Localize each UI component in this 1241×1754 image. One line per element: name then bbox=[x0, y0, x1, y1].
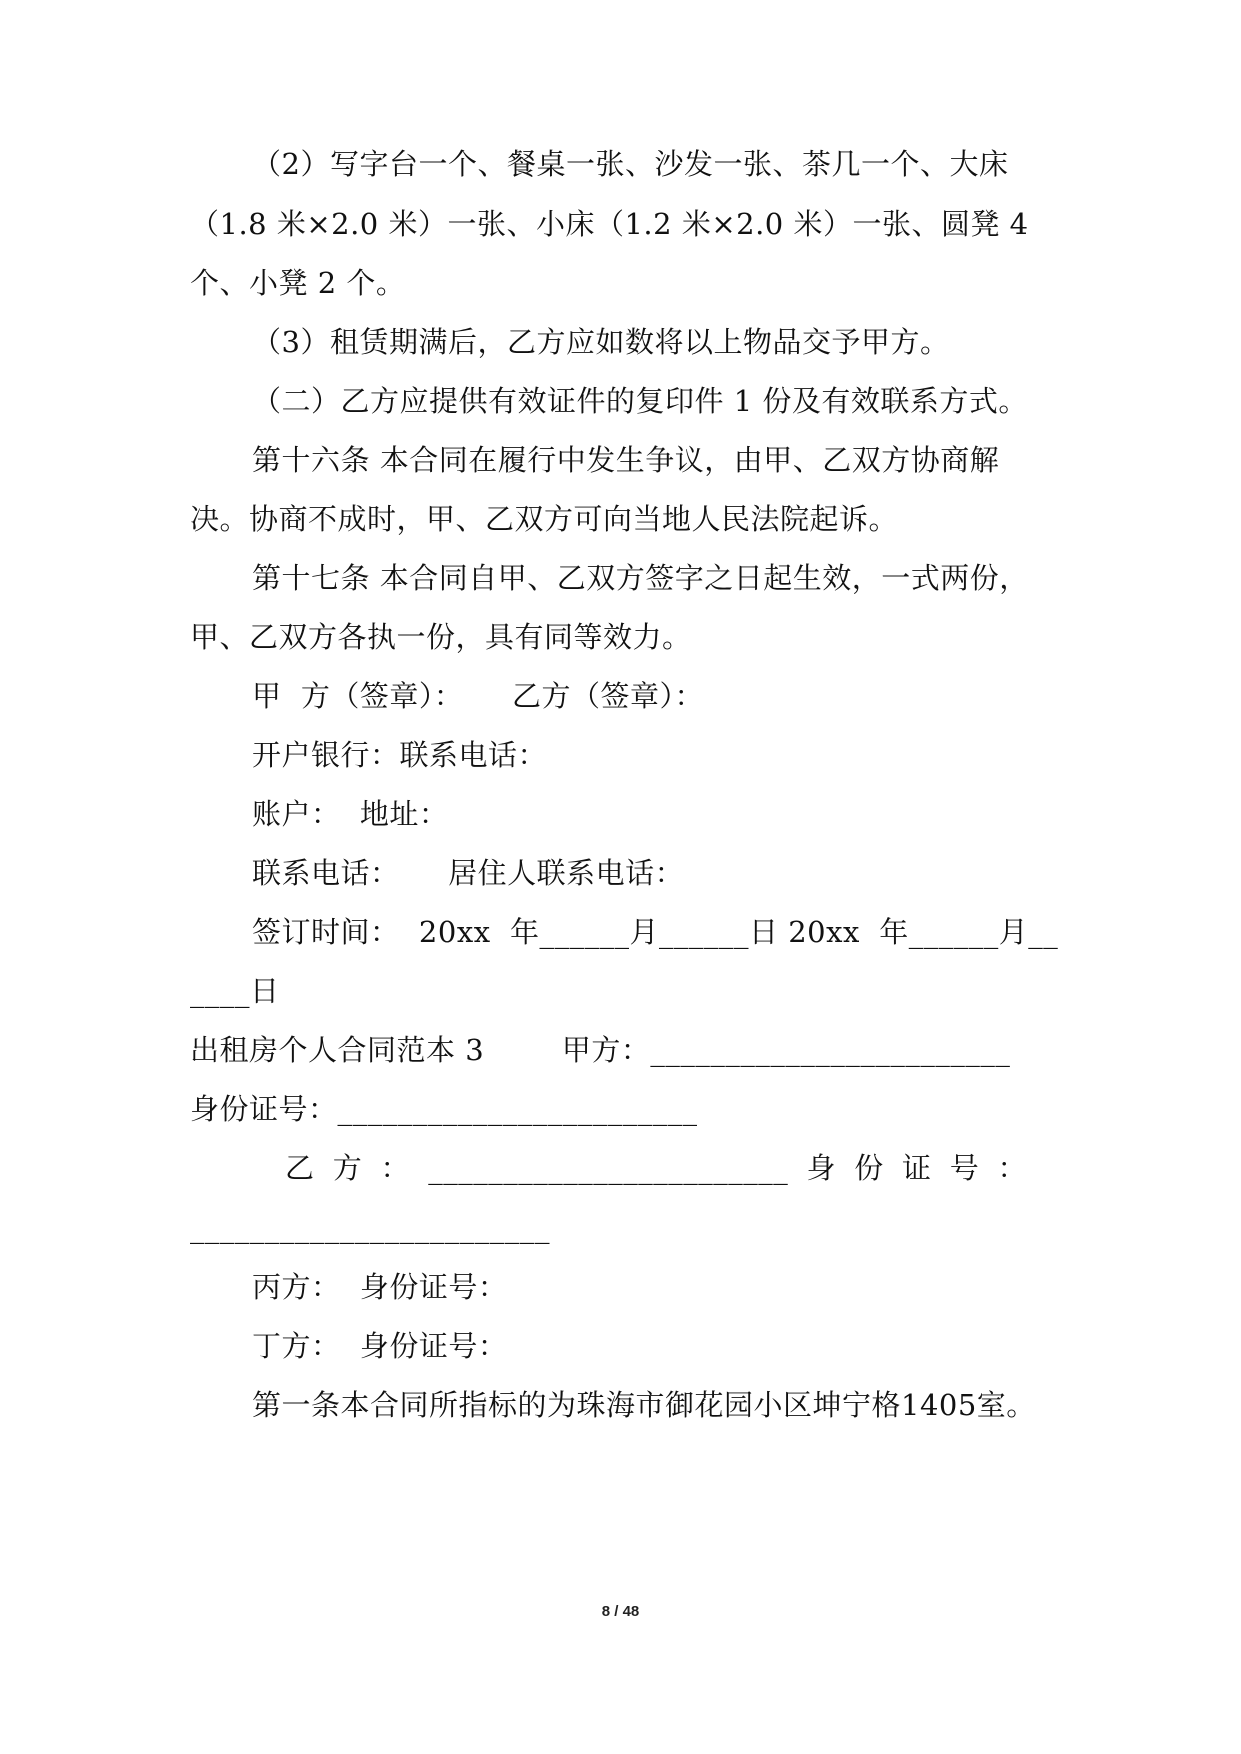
signature-line-account: 账户： 地址： bbox=[252, 797, 449, 831]
text-line-article-17-2: 甲、乙双方各执一份，具有同等效力。 bbox=[190, 620, 692, 654]
text-line-article-16-2: 决。协商不成时，甲、乙双方可向当地人民法院起诉。 bbox=[190, 502, 899, 536]
text-line-furniture-3: 个、小凳 2 个。 bbox=[190, 266, 406, 300]
party-b-id-char: 号 bbox=[949, 1151, 980, 1185]
party-a-id-line: 身份证号：________________________ bbox=[190, 1092, 698, 1126]
party-b-label-char: ： bbox=[380, 1151, 411, 1185]
text-line-article-17-1: 第十七条 本合同自甲、乙双方签字之日起生效，一式两份， bbox=[252, 561, 1029, 595]
signature-line-date-1: 签订时间： 20xx 年______月______日 20xx 年______月__ bbox=[252, 915, 1059, 949]
text-line-article-16-1: 第十六条 本合同在履行中发生争议，由甲、乙双方协商解 bbox=[252, 443, 1000, 477]
party-b-line bbox=[285, 1148, 1027, 1188]
text-line-furniture-1: （2）写字台一个、餐桌一张、沙发一张、茶几一个、大床 bbox=[252, 147, 1009, 181]
text-line-furniture-2: （1.8 米×2.0 米）一张、小床（1.2 米×2.0 米）一张、圆凳 4 bbox=[190, 207, 1029, 241]
party-c-line: 丙方： 身份证号： bbox=[252, 1270, 508, 1304]
party-b-id-char: ： bbox=[997, 1151, 1027, 1185]
signature-line-bank: 开户银行：联系电话： bbox=[252, 738, 548, 772]
signature-line-date-2: ____日 bbox=[190, 974, 280, 1008]
party-b-blank: ________________________ bbox=[428, 1151, 789, 1185]
party-b-id-char: 份 bbox=[854, 1151, 884, 1185]
party-d-line: 丁方： 身份证号： bbox=[252, 1329, 508, 1363]
text-line-id-copy: （二）乙方应提供有效证件的复印件 1 份及有效联系方式。 bbox=[252, 384, 1028, 418]
party-b-label-char: 乙 bbox=[285, 1151, 315, 1185]
article-1-line: 第一条本合同所指标的为珠海市御花园小区坤宁格1405室。 bbox=[252, 1388, 1036, 1422]
party-b-id-char: 身 bbox=[806, 1151, 836, 1185]
party-b-label-char: 方 bbox=[332, 1151, 363, 1185]
contract-3-heading-party-a: 出租房个人合同范本 3 甲方：________________________ bbox=[190, 1033, 1011, 1067]
party-b-id-char: 证 bbox=[901, 1151, 932, 1185]
text-line-return-items: （3）租赁期满后，乙方应如数将以上物品交予甲方。 bbox=[252, 325, 950, 359]
party-b-id-blank-line: ________________________ bbox=[190, 1210, 550, 1244]
page-number: 8 / 48 bbox=[601, 1603, 640, 1620]
signature-line-phone: 联系电话： 居住人联系电话： bbox=[252, 856, 685, 890]
signature-line-parties: 甲 方（签章）： 乙方（签章）： bbox=[252, 679, 705, 713]
